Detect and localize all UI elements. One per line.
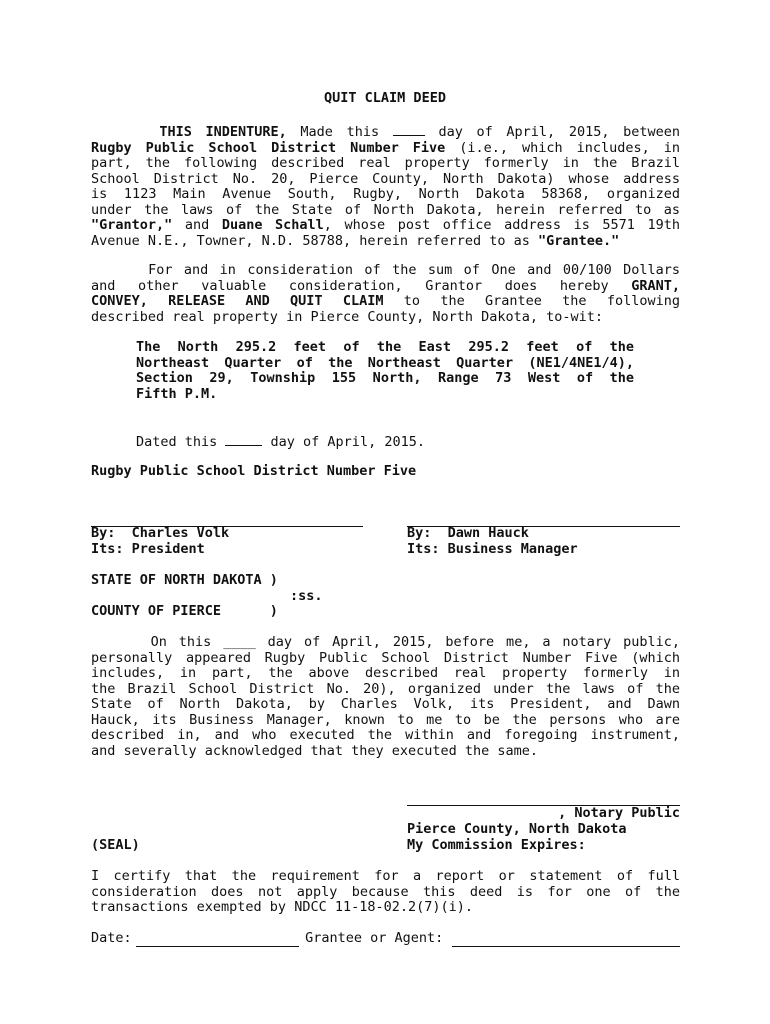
- dated-line: Dated this day of April, 2015.: [136, 434, 425, 450]
- signer-left-by: By: Charles Volk: [91, 525, 230, 541]
- intro-line-7: "Grantor," and Duane Schall, whose post office address is 5571 19th: [91, 217, 680, 233]
- consideration-line-3: CONVEY, RELEASE AND QUIT CLAIM to the Grantee the following: [91, 293, 680, 309]
- certify-paragraph: [91, 869, 680, 916]
- certify-line-1: I certify that the requirement for a report or statement of full: [91, 868, 680, 884]
- certify-line-2: consideration does not apply because this deed is for one of the: [91, 883, 680, 900]
- consideration-line-2: and other valuable consideration, Grantor does hereby GRANT,: [91, 277, 680, 294]
- grantor-name: Rugby Public School District Number Five: [91, 463, 417, 479]
- venue-state: STATE OF NORTH DAKOTA ): [91, 572, 278, 588]
- consideration-line-4: described real property in Pierce County, North Dakota, to-wit:: [91, 308, 604, 325]
- intro-line-4: School District No. 20, Pierce County, North Dakota) whose address: [91, 170, 680, 187]
- intro-line-2: Rugby Public School District Number Five (i.e., which includes, in: [91, 139, 680, 156]
- agent-blank-line: [452, 946, 680, 947]
- intro-paragraph: [91, 123, 680, 249]
- notary-county: Pierce County, North Dakota: [407, 821, 627, 837]
- dated-day-blank: [225, 433, 262, 446]
- notary-line-6: Hauck, its Business Manager, known to me to be the persons who are: [91, 711, 680, 728]
- legal-line-3: Section 29, Township 155 North, Range 73 West of the: [136, 370, 634, 386]
- signer-right-its: Its: Business Manager: [407, 541, 578, 557]
- intro-line-3: part, the following described real property formerly in the Brazil: [91, 155, 680, 171]
- notary-line-4: the Brazil School District No. 20), organized under the laws of the: [91, 680, 680, 697]
- intro-line-8: Avenue N.E., Towner, N.D. 58788, herein referred to as "Grantee.": [91, 232, 620, 249]
- notary-line-7: described in, and who executed the within and foregoing instrument,: [91, 727, 680, 743]
- intro-line-1: THIS INDENTURE, Made this day of April, 2015, between: [159, 124, 681, 140]
- venue-ss: :ss.: [290, 588, 323, 604]
- consideration-line-1: For and in consideration of the sum of One and 00/100 Dollars: [148, 262, 681, 278]
- consideration-paragraph: [91, 263, 680, 325]
- signer-right-by: By: Dawn Hauck: [407, 525, 529, 541]
- document-title: QUIT CLAIM DEED: [324, 90, 446, 106]
- certify-line-3: transactions exempted by NDCC 11-18-02.2(7)(i).: [91, 899, 474, 915]
- legal-line-2: Northeast Quarter of the Northeast Quarter (NE1/4NE1/4),: [136, 354, 634, 371]
- notary-line-8: and severally acknowledged that they executed the same.: [91, 742, 539, 759]
- legal-line-1: The North 295.2 feet of the East 295.2 feet of the: [136, 339, 634, 355]
- legal-description: [136, 340, 634, 402]
- day-blank: [393, 123, 425, 136]
- notary-commission: My Commission Expires:: [407, 837, 586, 853]
- intro-line-6: under the laws of the State of North Dakota, herein referred to as: [91, 201, 680, 218]
- notary-line-2: personally appeared Rugby Public School District Number Five (which: [91, 649, 680, 666]
- seal-label: (SEAL): [91, 837, 140, 853]
- notary-line-1: On this ____ day of April, 2015, before me, a notary public,: [150, 634, 680, 650]
- signer-left-its: Its: President: [91, 541, 205, 557]
- notary-line-5: State of North Dakota, by Charles Volk, its President, and Dawn: [91, 696, 680, 712]
- notary-public-label: , Notary Public: [558, 805, 680, 821]
- notary-line-3: includes, in part, the above described real property formerly in: [91, 665, 680, 681]
- notary-paragraph: [91, 635, 680, 759]
- intro-line-5: is 1123 Main Avenue South, Rugby, North Dakota 58368, organized: [91, 186, 680, 202]
- footer-agent-label: Grantee or Agent:: [297, 930, 444, 946]
- footer-date-label: Date:: [91, 930, 132, 946]
- venue-county: COUNTY OF PIERCE ): [91, 603, 278, 619]
- legal-line-4: Fifth P.M.: [136, 385, 218, 402]
- date-blank-line: [136, 946, 299, 947]
